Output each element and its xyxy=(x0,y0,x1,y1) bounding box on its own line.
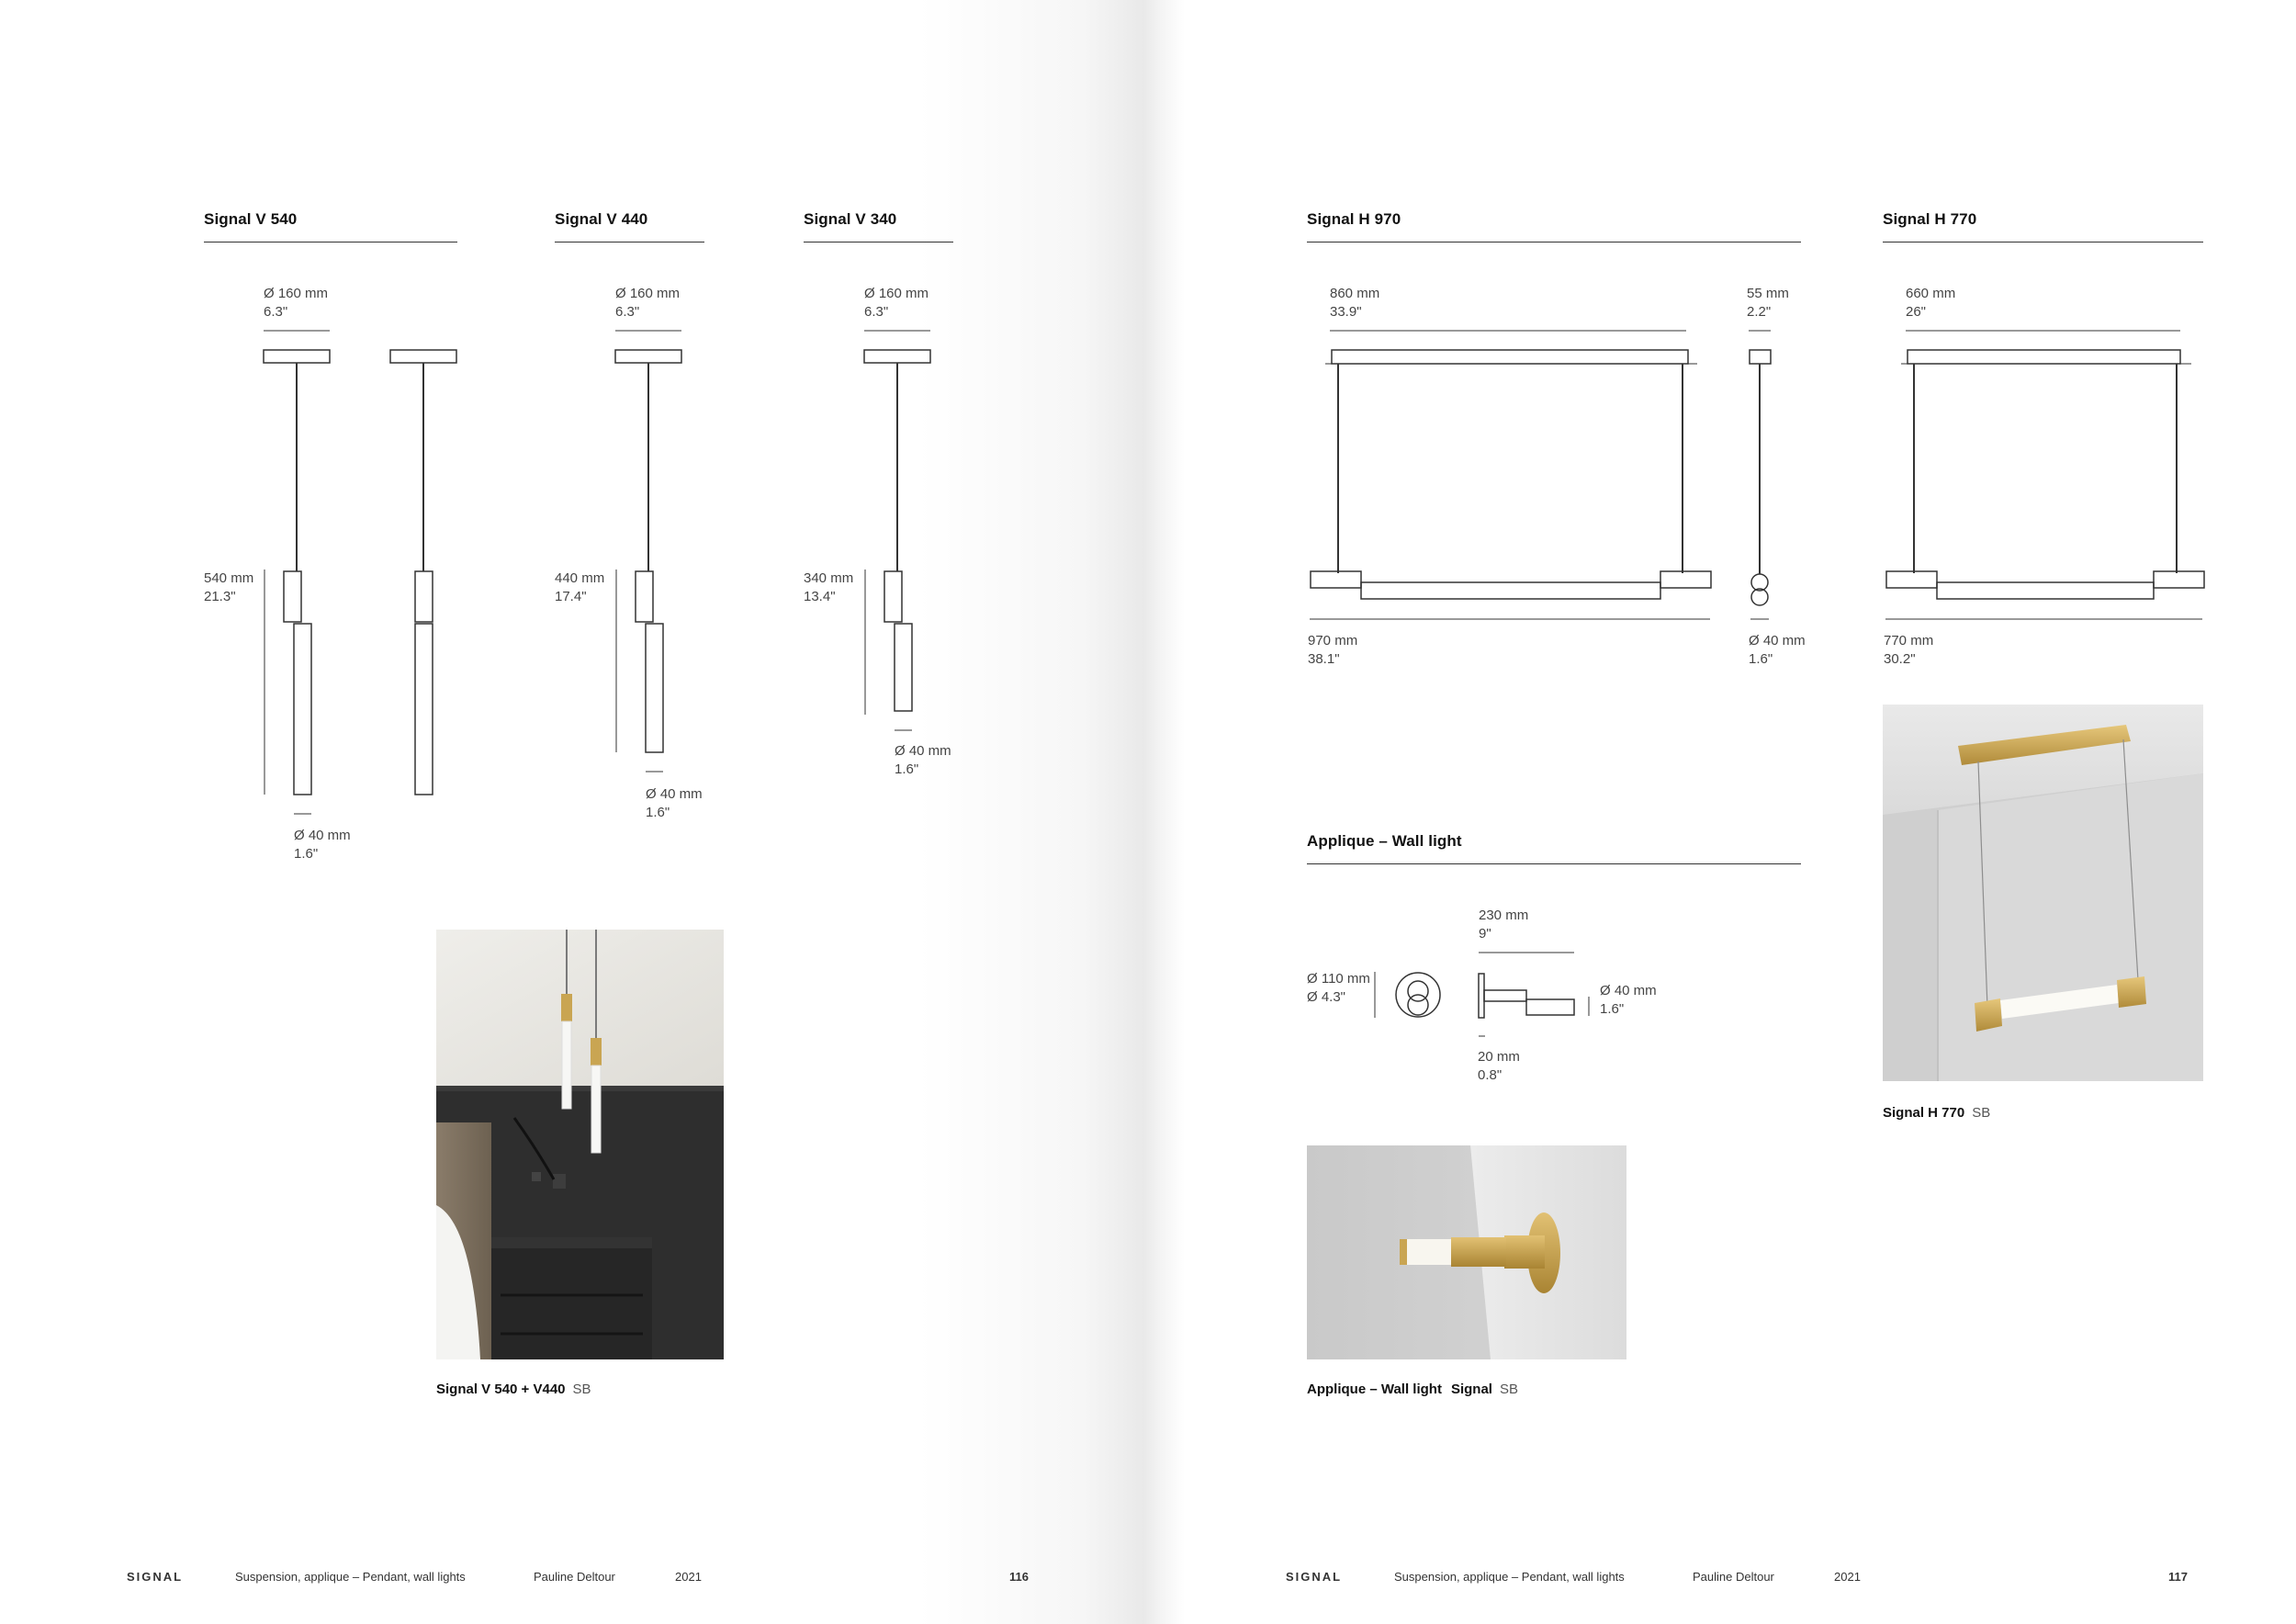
dim-height: 340 mm 13.4" xyxy=(804,570,854,604)
footer-brand: SIGNAL xyxy=(1286,1570,1343,1584)
wall-light-caption: Applique – Wall light Signal SB xyxy=(1307,1382,1518,1397)
product-title-v540: Signal V 540 xyxy=(204,210,298,228)
dim-tube-diameter: Ø 40 mm 1.6" xyxy=(646,786,703,820)
h770-caption: Signal H 770 SB xyxy=(1883,1105,1991,1121)
drawing-signal-v540-front xyxy=(264,331,330,814)
footer-year: 2021 xyxy=(675,1570,702,1584)
dim-total-length: 970 mm 38.1" xyxy=(1308,633,1358,667)
product-title-h770: Signal H 770 xyxy=(1883,210,1977,228)
dim-length: 860 mm 33.9" xyxy=(1330,286,1380,320)
drawing-signal-v540-side xyxy=(390,350,456,795)
dim-base-depth: 20 mm 0.8" xyxy=(1478,1049,1520,1083)
dim-height: 440 mm 17.4" xyxy=(555,570,605,604)
dim-tube-diameter: Ø 40 mm 1.6" xyxy=(1749,633,1806,667)
dim-tube-diameter: Ø 40 mm 1.6" xyxy=(895,743,951,777)
drawing-signal-v440 xyxy=(615,331,681,772)
product-title-v440: Signal V 440 xyxy=(555,210,648,228)
dim-top-diameter: Ø 160 mm 6.3" xyxy=(615,286,681,320)
footer-year: 2021 xyxy=(1834,1570,1861,1584)
footer-brand: SIGNAL xyxy=(127,1570,184,1584)
dim-length: 660 mm 26" xyxy=(1906,286,1956,320)
footer-category: Suspension, applique – Pendant, wall lights xyxy=(1394,1570,1625,1584)
product-title-h970: Signal H 970 xyxy=(1307,210,1401,228)
dim-depth: 55 mm 2.2" xyxy=(1747,286,1789,320)
drawing-signal-h970-side xyxy=(1749,331,1771,619)
footer-page-number: 116 xyxy=(1009,1570,1029,1584)
dim-top-diameter: Ø 160 mm 6.3" xyxy=(864,286,929,320)
footer-page-number: 117 xyxy=(2168,1570,2188,1584)
drawing-signal-h770 xyxy=(1885,331,2204,619)
dim-top-diameter: Ø 160 mm 6.3" xyxy=(264,286,329,320)
drawing-signal-v340 xyxy=(864,331,930,730)
dim-tube-diameter: Ø 40 mm 1.6" xyxy=(1600,983,1657,1017)
drawing-wall-light xyxy=(1375,953,1589,1036)
photo-caption: Signal V 540 + V440 SB xyxy=(436,1382,591,1397)
footer-designer: Pauline Deltour xyxy=(534,1570,615,1584)
footer-category: Suspension, applique – Pendant, wall lights xyxy=(235,1570,466,1584)
dim-tube-diameter: Ø 40 mm 1.6" xyxy=(294,828,351,862)
dim-height: 540 mm 21.3" xyxy=(204,570,254,604)
drawing-signal-h970-front xyxy=(1310,331,1711,619)
dim-arm-length: 230 mm 9" xyxy=(1479,908,1529,942)
dim-total-length: 770 mm 30.2" xyxy=(1884,633,1934,667)
footer-designer: Pauline Deltour xyxy=(1693,1570,1774,1584)
wall-light-title: Applique – Wall light xyxy=(1307,832,1462,850)
dim-base-diameter: Ø 110 mm Ø 4.3" xyxy=(1307,971,1370,1005)
product-title-v340: Signal V 340 xyxy=(804,210,897,228)
